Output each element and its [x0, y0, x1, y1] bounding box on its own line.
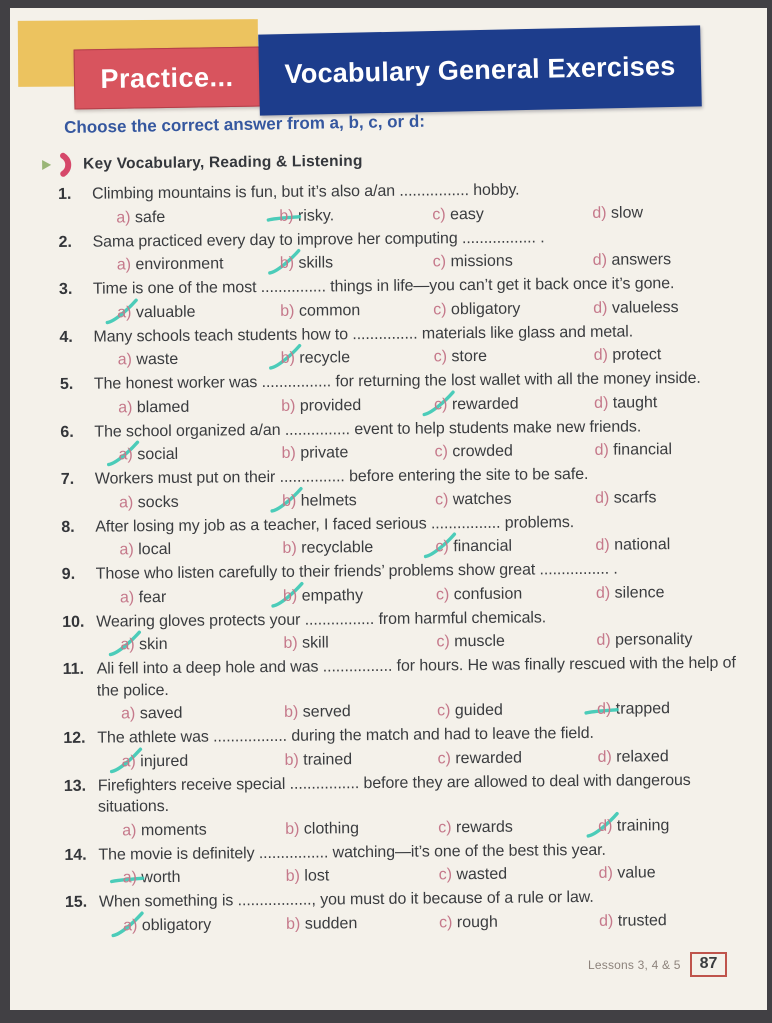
option-letter: d): [594, 441, 609, 459]
option-text: served: [302, 703, 351, 721]
options-row: [119, 485, 737, 514]
option-letter: b): [280, 302, 295, 320]
option-text: common: [298, 301, 361, 320]
option: [439, 862, 599, 887]
question-item: [64, 769, 741, 842]
option: [596, 627, 738, 651]
section-title: Key Vocabulary, Reading & Listening: [83, 152, 363, 173]
question-number: 11.: [62, 660, 85, 678]
option-letter: d): [593, 299, 608, 317]
option: [597, 696, 739, 720]
option-text: missions: [450, 252, 513, 271]
option: [593, 248, 735, 272]
option-letter: a): [119, 588, 135, 606]
option-letter: a): [117, 303, 132, 321]
option-text: personality: [615, 630, 693, 649]
option-letter: a): [122, 821, 137, 839]
option-letter: d): [594, 394, 609, 412]
options-row: [123, 860, 741, 889]
options-row: [117, 248, 735, 277]
question-item: [63, 652, 740, 725]
question-number: 7.: [60, 470, 75, 488]
option: [433, 296, 593, 321]
option: [116, 204, 279, 229]
option: [435, 486, 595, 511]
option-text: worth: [141, 868, 181, 887]
option: [434, 439, 594, 464]
option-letter: a): [121, 705, 136, 723]
option-text: lost: [304, 867, 330, 885]
option-text: environment: [135, 255, 224, 274]
options-row: [118, 437, 736, 466]
option: [438, 814, 598, 839]
option-text: financial: [613, 441, 673, 459]
option-letter: d): [596, 631, 611, 649]
section-header: [42, 149, 363, 178]
option: [120, 584, 283, 609]
question-item: [63, 721, 739, 773]
option-letter: c): [434, 395, 448, 413]
instruction-text: Choose the correct answer from a, b, c, or d:: [64, 111, 426, 137]
option-text: provided: [299, 396, 362, 415]
question-text: Those who listen carefully to their friends’ problems show great ................ .: [95, 560, 618, 583]
option-letter: a): [118, 446, 133, 464]
option-letter: a): [119, 541, 134, 559]
options-row: [117, 295, 735, 324]
question-item: [62, 605, 738, 657]
option-letter: c): [439, 913, 453, 931]
option-letter: a): [116, 208, 131, 226]
question-text: Ali fell into a deep hole and was ................ for hours. He was finally rescued with the help of the police.: [96, 654, 736, 700]
option-letter: b): [285, 867, 300, 885]
option-letter: d): [593, 346, 608, 364]
option-letter: b): [286, 915, 301, 933]
option-text: fear: [138, 588, 167, 606]
option-letter: c): [435, 538, 449, 556]
question-text: The athlete was ................. during the match and had to leave the field.: [97, 724, 594, 747]
option-letter: b): [280, 349, 295, 367]
option-text: training: [616, 816, 670, 835]
question-item: [61, 510, 737, 562]
options-row: [116, 200, 734, 229]
question-text: Workers must put on their ............... before entering the site to be safe.: [94, 465, 589, 488]
option: [599, 908, 741, 932]
option-letter: d): [597, 748, 612, 766]
option-text: obligatory: [450, 300, 521, 318]
option-text: moments: [140, 821, 207, 839]
question-text: When something is ................., you must do it because of a rule or law.: [98, 888, 594, 911]
option: [117, 252, 280, 277]
question-text: Time is one of the most ............... things in life—you can’t get it back once it’s gone.: [92, 275, 675, 298]
option-letter: c): [432, 205, 446, 223]
option-text: recycle: [299, 349, 351, 367]
option-letter: a): [117, 351, 133, 369]
option-letter: d): [592, 251, 608, 269]
option-text: injured: [140, 752, 189, 770]
option-letter: d): [598, 817, 613, 835]
option-text: risky.: [297, 206, 335, 225]
option-letter: c): [432, 253, 447, 271]
options-row: [118, 343, 736, 372]
option-letter: b): [279, 254, 295, 272]
option: [118, 347, 281, 372]
option-letter: c): [438, 818, 452, 836]
practice-label: Practice...: [100, 61, 234, 94]
option-letter: c): [436, 633, 450, 651]
page-footer: [588, 952, 727, 977]
question-number: 6.: [60, 423, 74, 441]
option: [593, 295, 735, 319]
option-letter: c): [434, 443, 448, 461]
question-number: 12.: [63, 729, 86, 747]
question-number: 14.: [64, 846, 87, 864]
practice-banner: [74, 47, 261, 110]
option-text: trusted: [617, 911, 667, 930]
option: [592, 200, 734, 224]
options-row: [122, 813, 740, 842]
option-text: private: [300, 444, 349, 462]
option-text: silence: [614, 583, 665, 602]
title-banner: [258, 25, 702, 115]
option: [284, 699, 437, 723]
question-text: The movie is definitely ................ watching—it’s one of the best this year.: [98, 841, 606, 864]
option-letter: c): [437, 749, 451, 767]
option-text: socks: [137, 493, 179, 511]
question-item: [65, 885, 741, 937]
option: [437, 698, 597, 723]
page-title: Vocabulary General Exercises: [284, 50, 676, 90]
option-letter: b): [283, 634, 298, 652]
option: [597, 744, 739, 768]
option-text: scarfs: [613, 488, 657, 507]
question-item: [58, 225, 734, 277]
option: [439, 909, 599, 934]
option-text: guided: [454, 701, 503, 720]
option-text: protect: [612, 346, 662, 364]
option-text: relaxed: [616, 747, 669, 766]
option: [599, 860, 741, 884]
option-text: national: [614, 536, 671, 554]
option-letter: b): [284, 703, 299, 721]
option-letter: d): [594, 489, 610, 507]
option: [281, 440, 434, 464]
option-letter: b): [282, 539, 297, 557]
page-number: 87: [699, 955, 718, 972]
question-text: Wearing gloves protects your ................ from harmful chemicals.: [96, 608, 547, 631]
option: [436, 581, 596, 606]
question-text: Firefighters receive special ................ before they are allowed to deal with dangerous situations.: [97, 771, 691, 816]
option: [598, 813, 740, 837]
option-letter: d): [595, 584, 611, 602]
question-item: [60, 415, 736, 467]
option-text: taught: [612, 393, 658, 412]
option-letter: b): [285, 820, 300, 838]
option: [279, 203, 432, 227]
option: [435, 534, 595, 559]
option-letter: a): [118, 398, 133, 416]
option-text: value: [617, 864, 656, 882]
question-text: Sama practiced every day to improve her computing ................. .: [92, 228, 545, 251]
question-item: [59, 320, 735, 372]
option: [123, 865, 286, 890]
option: [283, 583, 436, 607]
question-number: 2.: [58, 233, 72, 251]
option-text: easy: [450, 205, 484, 223]
option-letter: d): [592, 204, 607, 222]
option-letter: c): [436, 702, 451, 720]
option-text: rewarded: [455, 749, 523, 767]
question-row: [64, 769, 740, 818]
option-letter: a): [118, 493, 134, 511]
question-item: [58, 178, 734, 230]
option-letter: d): [598, 864, 613, 882]
option-text: clothing: [303, 819, 360, 838]
option-text: wasted: [456, 865, 508, 884]
option: [595, 485, 737, 509]
question-item: [62, 557, 738, 609]
question-item: [64, 838, 740, 890]
question-number: 8.: [61, 518, 75, 536]
option-letter: a): [120, 636, 135, 654]
option-letter: c): [434, 490, 449, 508]
option-letter: c): [433, 348, 448, 366]
option-text: confusion: [453, 585, 523, 603]
option: [594, 343, 736, 367]
option-text: waste: [136, 350, 179, 369]
option: [595, 532, 737, 556]
question-number: 10.: [62, 613, 85, 631]
option-text: valueless: [611, 298, 679, 317]
option: [282, 488, 435, 512]
option-text: skin: [139, 635, 168, 654]
option: [433, 249, 593, 274]
option-text: answers: [611, 251, 672, 269]
question-number: 9.: [61, 565, 76, 583]
option-text: empathy: [301, 586, 364, 605]
question-text: Climbing mountains is fun, but it’s also a/an ................ hobby.: [92, 181, 520, 203]
option: [437, 745, 597, 770]
question-item: [61, 462, 737, 514]
page-number-box: [690, 952, 728, 977]
question-text: The honest worker was ................ for returning the lost wallet with all the money inside.: [93, 369, 701, 393]
option-text: muscle: [454, 632, 505, 651]
option: [281, 345, 434, 369]
option-letter: d): [595, 536, 610, 554]
option-text: store: [451, 347, 488, 366]
options-row: [123, 908, 741, 937]
option-text: watches: [452, 490, 512, 508]
option: [434, 391, 594, 416]
option-text: obligatory: [141, 916, 212, 934]
option-text: saved: [139, 704, 183, 723]
question-number: 13.: [63, 777, 87, 795]
red-crescent-icon: [59, 152, 75, 178]
option-letter: b): [282, 587, 298, 605]
option-text: skill: [302, 634, 329, 652]
question-text: The school organized a/an ............... event to help students make new friends.: [94, 417, 642, 441]
option-text: skills: [298, 254, 334, 272]
option-text: helmets: [300, 491, 357, 510]
option-letter: d): [596, 700, 612, 718]
lessons-label: Lessons 3, 4 & 5: [588, 957, 681, 972]
question-item: [59, 273, 735, 325]
option-letter: b): [281, 397, 296, 415]
questions-list: [58, 178, 741, 940]
worksheet-page: [10, 8, 767, 1010]
question-number: 4.: [59, 328, 73, 346]
option: [123, 912, 286, 937]
option: [436, 629, 596, 654]
options-row: [120, 627, 738, 656]
option: [594, 437, 736, 461]
option-text: rewarded: [451, 395, 519, 413]
option: [281, 393, 434, 417]
option-text: blamed: [136, 398, 190, 416]
option-text: rewards: [455, 818, 513, 836]
question-number: 15.: [64, 893, 88, 911]
option: [280, 250, 433, 274]
option-text: recyclable: [301, 538, 374, 557]
option: [286, 911, 439, 935]
option: [283, 630, 436, 654]
question-item: [60, 368, 736, 420]
option-letter: b): [284, 751, 299, 769]
question-text: Many schools teach students how to ............... materials like glass and metal.: [93, 322, 634, 346]
question-number: 1.: [58, 185, 72, 203]
option-text: rough: [456, 913, 498, 931]
question-number: 3.: [58, 280, 73, 298]
option-letter: b): [281, 492, 297, 510]
option: [285, 816, 438, 840]
option: [119, 537, 282, 562]
option-letter: d): [599, 912, 614, 930]
option: [594, 390, 736, 414]
option-text: trapped: [615, 700, 671, 718]
option-letter: c): [433, 300, 447, 318]
option-text: financial: [453, 537, 513, 556]
option: [286, 863, 439, 887]
option-text: slow: [610, 203, 644, 222]
option: [119, 489, 282, 514]
option: [117, 299, 280, 324]
option-letter: a): [121, 752, 136, 770]
options-row: [121, 744, 739, 773]
question-number: 5.: [59, 375, 74, 393]
option-letter: a): [116, 256, 132, 274]
options-row: [120, 580, 738, 609]
option-text: local: [138, 540, 172, 559]
option: [118, 394, 281, 419]
option: [280, 298, 433, 322]
option-letter: c): [435, 585, 450, 603]
options-row: [121, 696, 739, 725]
option-text: safe: [134, 208, 166, 226]
option: [120, 632, 283, 657]
option-letter: a): [123, 916, 138, 934]
option-text: trained: [303, 750, 353, 769]
option: [118, 442, 281, 467]
question-text: After losing my job as a teacher, I faced serious ................ problems.: [95, 513, 575, 536]
option-letter: b): [281, 444, 296, 462]
option: [122, 817, 285, 842]
option-text: crowded: [452, 442, 513, 461]
option-letter: b): [279, 207, 294, 225]
option-text: sudden: [304, 914, 358, 933]
option-letter: c): [438, 866, 453, 884]
green-triangle-icon: [42, 160, 51, 170]
option: [434, 344, 594, 369]
option-letter: a): [122, 869, 137, 887]
option-text: valuable: [135, 303, 196, 321]
options-row: [118, 390, 736, 419]
option-text: social: [137, 445, 179, 464]
option: [121, 701, 284, 726]
option: [121, 748, 284, 773]
option: [432, 201, 592, 226]
option: [282, 535, 435, 559]
options-row: [119, 532, 737, 561]
option: [284, 747, 437, 771]
option: [596, 580, 738, 604]
question-row: [63, 652, 739, 701]
